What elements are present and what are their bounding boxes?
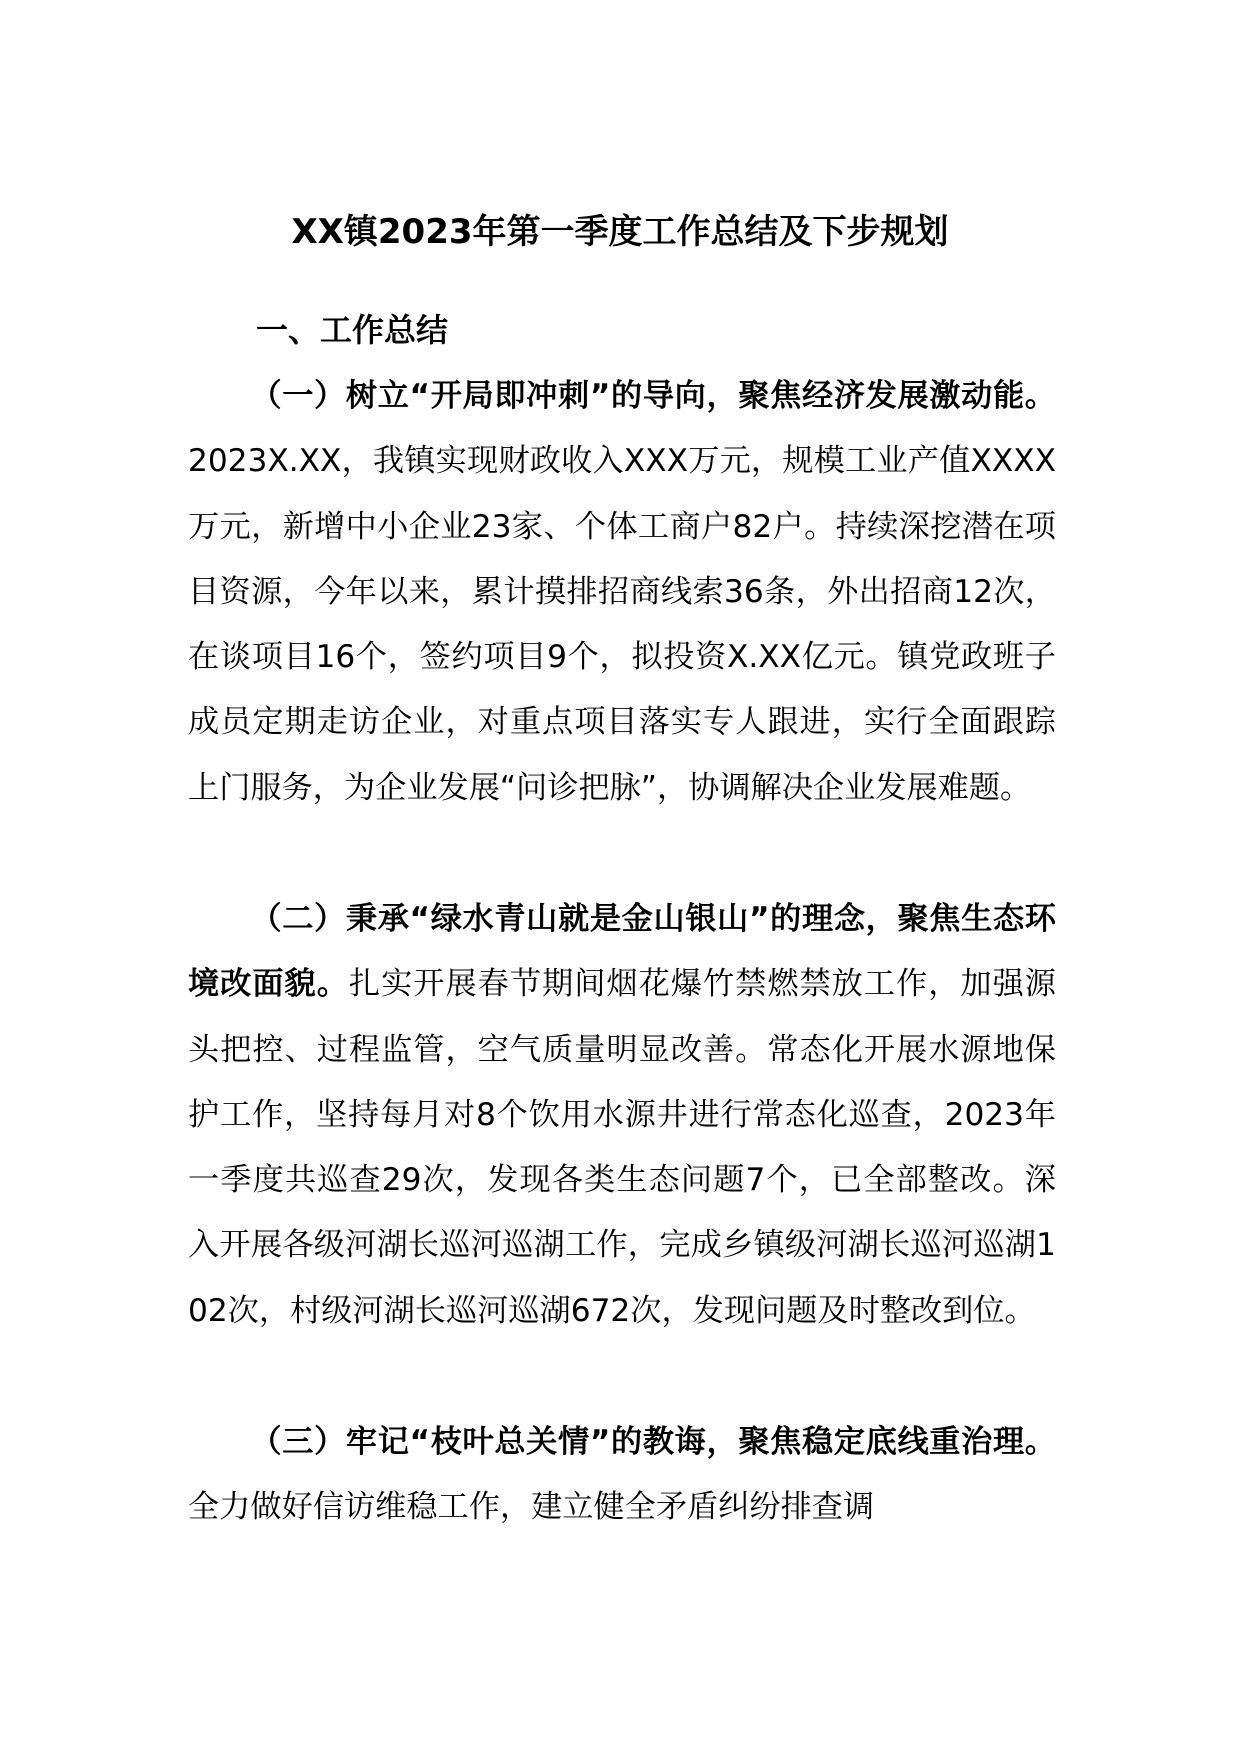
document-title: XX镇2023年第一季度工作总结及下步规划 [291,212,949,252]
paragraph-lead: （一）树立“开局即冲刺”的导向，聚焦经济发展激动能。 [250,378,1056,414]
paragraph-lead: （三）牢记“枝叶总关情”的教诲，聚焦稳定底线重治理。 [250,1424,1056,1460]
paragraph-stability [188,1410,1056,1541]
paragraph-economy [188,364,1056,821]
paragraph-body: 扎实开展春节期间烟花爆竹禁燃禁放工作，加强源头把控、过程监管，空气质量明显改善。常态化开展水源地保护工作，坚持每月对8个饮用水源井进行常态化巡查，2023年一季度共巡查29次，发现各类生态问题7个，已全部整改。深入开展各级河湖长巡河巡湖工作，完成乡镇级河湖长巡河巡湖102次，村级河湖长巡河巡湖672次，发现问题及时整改到位。 [188,966,1056,1329]
paragraph-body: 全力做好信访维稳工作，建立健全矛盾纠纷排查调 [188,1489,875,1526]
section-heading: 一、工作总结 [256,311,449,349]
paragraph-body: 2023X.XX，我镇实现财政收入XXX万元，规模工业产值XXXX万元，新增中小企业23家、个体工商户82户。持续深挖潜在项目资源，今年以来，累计摸排招商线索36条，外出招商12次，在谈项目16个，签约项目9个，拟投资X.XX亿元。镇党政班子成员定期走访企业，对重点项目落实专人跟进，实行全面跟踪上门服务，为企业发展“问诊把脉”，协调解决企业发展难题。 [188,443,1056,806]
paragraph-lead: （二）秉承“绿水青山就是金山银山”的理念，聚焦生态环境改面貌。 [188,901,1056,1003]
paragraph-ecology [188,887,1056,1344]
